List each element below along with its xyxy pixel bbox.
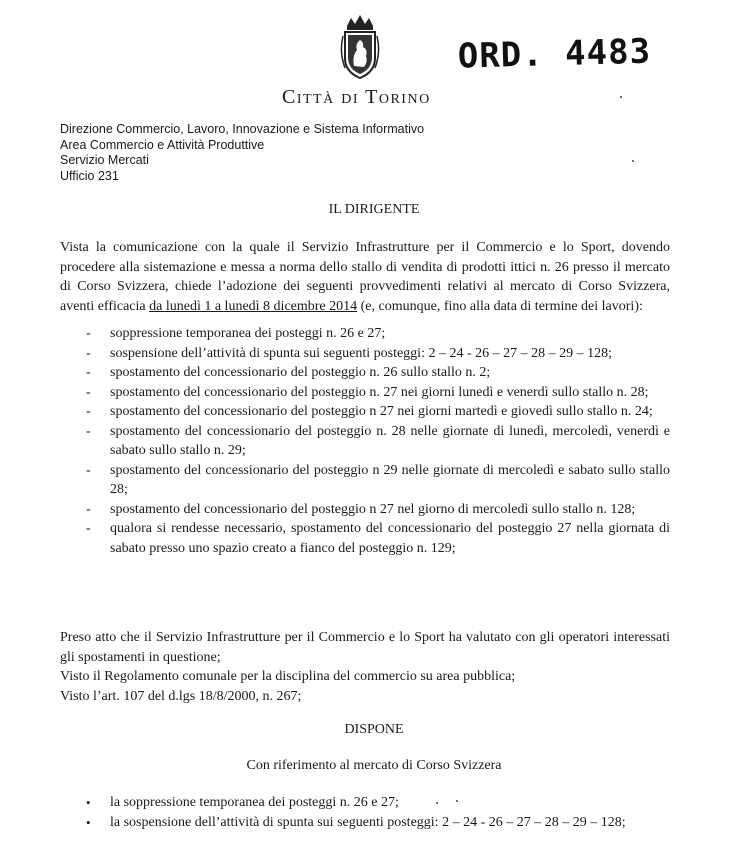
list-item: - spostamento del concessionario del posteggio n 27 nel giorno di mercoledì sullo stallo n. 128; bbox=[60, 500, 670, 520]
list-item: - soppressione temporanea dei posteggi n. 26 e 27; bbox=[60, 324, 670, 344]
department-line: Ufficio 231 bbox=[60, 168, 119, 183]
list-item: • la sospensione dell’attività di spunta sui seguenti posteggi: 2 – 24 - 26 – 27 – 28 – 29 – 128; bbox=[60, 813, 670, 833]
city-name: Città di Torino bbox=[282, 86, 431, 108]
department-line: Direzione Commercio, Lavoro, Innovazione e Sistema Informativo bbox=[60, 122, 425, 136]
list-item: - qualora si rendesse necessario, spostamento del concessionario del posteggio 27 nella giornata di sabato presso uno spazio creato a fianco del posteggio n. 129; bbox=[60, 519, 670, 558]
provisions-list bbox=[60, 324, 670, 558]
department-line: Servizio Mercati bbox=[60, 153, 149, 167]
list-item: - spostamento del concessionario del posteggio n. 28 nelle giornate di lunedì, mercoledì, venerdì e sabato sullo stallo n. 29; bbox=[60, 422, 670, 461]
list-item: - spostamento del concessionario del posteggio n. 26 sullo stallo n. 2; bbox=[60, 363, 670, 383]
dispone-list bbox=[60, 793, 670, 832]
considerations-block bbox=[60, 628, 670, 706]
list-item: - spostamento del concessionario del posteggio n 29 nelle giornate di mercoledì e sabato sullo stallo 28; bbox=[60, 461, 670, 500]
list-item: • la soppressione temporanea dei posteggi n. 26 e 27; bbox=[60, 793, 670, 813]
consideration-line: Visto l’art. 107 del d.lgs 18/8/2000, n. 267; bbox=[60, 688, 302, 704]
city-crest-icon bbox=[339, 12, 381, 80]
consideration-line: Visto il Regolamento comunale per la disciplina del commercio su area pubblica; bbox=[60, 669, 516, 684]
intro-text-end: (e, comunque, fino alla data di termine dei lavori): bbox=[357, 298, 643, 314]
intro-text: Vista la comunicazione con la quale il Servizio Infrastrutture per il Commercio e lo Sport, dovendo procedere alla sistemazione e messa a norma dello stallo di vendita di prodotti ittici n. 26 presso il mercato di Corso Svizzera, chiede l’adozione dei seguenti provvedimenti relativi al mercato di Corso Svizzera, aventi efficacia bbox=[60, 240, 670, 314]
consideration-line: Preso atto che il Servizio Infrastrutture per il Commercio e lo Sport ha valutato con gli operatori interessati gli spostamenti in questione; bbox=[60, 630, 670, 665]
intro-paragraph bbox=[60, 238, 670, 316]
list-item: - spostamento del concessionario del posteggio n 27 nei giorni martedì e giovedì sullo stallo n. 24; bbox=[60, 402, 670, 422]
dispone-title: DISPONE bbox=[344, 722, 404, 737]
intro-date-range: da lunedì 1 a lunedì 8 dicembre 2014 bbox=[149, 298, 358, 314]
department-line: Area Commercio e Attività Produttive bbox=[60, 137, 265, 152]
list-item: - spostamento del concessionario del posteggio n. 27 nei giorni lunedì e venerdì sullo stallo n. 28; bbox=[60, 383, 670, 403]
handwritten-ord-note: ORD. 4483 bbox=[457, 31, 652, 77]
department-block bbox=[60, 122, 424, 184]
list-item: - sospensione dell’attività di spunta sui seguenti posteggi: 2 – 24 - 26 – 27 – 28 – 29 – 128; bbox=[60, 344, 670, 364]
dispone-subtitle: Con riferimento al mercato di Corso Svizzera bbox=[246, 758, 502, 773]
document-title: IL DIRIGENTE bbox=[328, 202, 420, 217]
